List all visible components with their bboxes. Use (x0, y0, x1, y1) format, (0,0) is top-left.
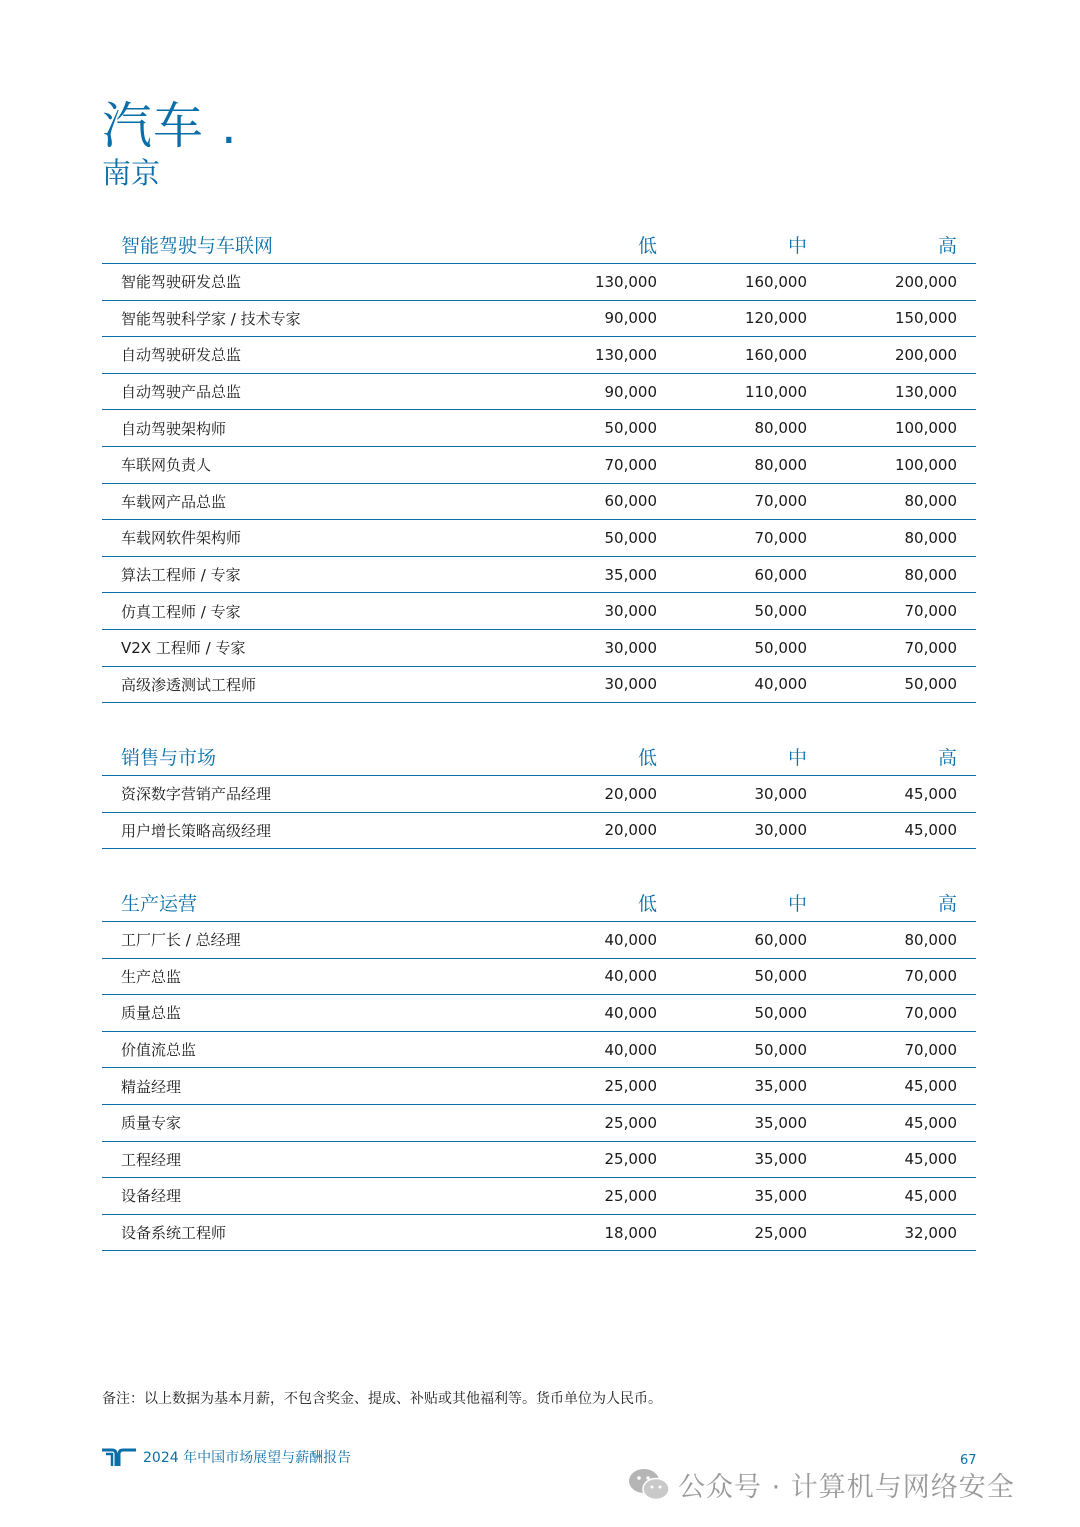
job-title-cell: 用户增长策略高级经理 (121, 821, 272, 840)
salary-low-cell: 40,000 (604, 967, 657, 986)
table-row (102, 374, 976, 411)
salary-low-cell: 50,000 (604, 528, 657, 547)
salary-mid-cell: 35,000 (754, 1113, 807, 1132)
salary-mid-cell: 110,000 (744, 382, 807, 401)
salary-mid-cell: 40,000 (754, 675, 807, 694)
table-row (102, 1215, 976, 1252)
salary-high-cell: 130,000 (894, 382, 957, 401)
job-title-cell: 质量专家 (121, 1114, 182, 1133)
salary-low-cell: 40,000 (604, 1003, 657, 1022)
table-row (102, 1032, 976, 1069)
salary-high-cell: 45,000 (904, 1150, 957, 1169)
salary-mid-cell: 50,000 (754, 602, 807, 621)
table-header-row (102, 738, 976, 776)
table-row (102, 995, 976, 1032)
column-header-mid: 中 (787, 893, 807, 915)
salary-mid-cell: 50,000 (754, 1040, 807, 1059)
salary-mid-cell: 70,000 (754, 492, 807, 511)
salary-high-cell: 150,000 (894, 309, 957, 328)
section-heading: 销售与市场 (121, 747, 217, 769)
page-subtitle: 南京 (102, 156, 161, 190)
table-row (102, 484, 976, 521)
table-row (102, 776, 976, 813)
salary-low-cell: 25,000 (604, 1186, 657, 1205)
salary-table-section (102, 884, 976, 1251)
salary-low-cell: 35,000 (604, 565, 657, 584)
salary-mid-cell: 50,000 (754, 967, 807, 986)
brand-logo-icon (102, 1448, 136, 1466)
salary-high-cell: 80,000 (904, 930, 957, 949)
salary-high-cell: 45,000 (904, 1077, 957, 1096)
salary-high-cell: 70,000 (904, 1003, 957, 1022)
job-title-cell: 智能驾驶科学家 / 技术专家 (121, 309, 301, 328)
table-row (102, 1178, 976, 1215)
job-title-cell: 车载网软件架构师 (121, 529, 242, 548)
job-title-cell: V2X 工程师 / 专家 (121, 639, 246, 658)
job-title-cell: 设备系统工程师 (121, 1224, 227, 1243)
column-header-low: 低 (637, 235, 657, 257)
table-row (102, 630, 976, 667)
salary-high-cell: 70,000 (904, 602, 957, 621)
salary-high-cell: 80,000 (904, 565, 957, 584)
job-title-cell: 质量总监 (121, 1004, 182, 1023)
salary-low-cell: 18,000 (604, 1223, 657, 1242)
section-heading: 生产运营 (121, 893, 198, 915)
salary-mid-cell: 35,000 (754, 1077, 807, 1096)
table-header-row (102, 884, 976, 922)
salary-table-section (102, 738, 976, 849)
salary-high-cell: 80,000 (904, 492, 957, 511)
column-header-high: 高 (937, 235, 957, 257)
table-row (102, 520, 976, 557)
salary-low-cell: 70,000 (604, 455, 657, 474)
salary-low-cell: 130,000 (594, 272, 657, 291)
salary-mid-cell: 30,000 (754, 784, 807, 803)
salary-high-cell: 50,000 (904, 675, 957, 694)
job-title-cell: 智能驾驶研发总监 (121, 273, 242, 292)
table-row (102, 1105, 976, 1142)
salary-mid-cell: 50,000 (754, 1003, 807, 1022)
salary-high-cell: 200,000 (894, 272, 957, 291)
job-title-cell: 算法工程师 / 专家 (121, 566, 241, 585)
watermark-text: 公众号 · 计算机与网络安全 (678, 1471, 1015, 1503)
footer-report-title: 2024 年中国市场展望与薪酬报告 (143, 1450, 352, 1466)
salary-mid-cell: 80,000 (754, 455, 807, 474)
table-row (102, 813, 976, 850)
salary-high-cell: 80,000 (904, 528, 957, 547)
salary-high-cell: 45,000 (904, 821, 957, 840)
table-row (102, 667, 976, 704)
table-row (102, 1068, 976, 1105)
job-title-cell: 自动驾驶研发总监 (121, 346, 242, 365)
salary-mid-cell: 30,000 (754, 821, 807, 840)
table-row (102, 264, 976, 301)
salary-low-cell: 20,000 (604, 821, 657, 840)
job-title-cell: 自动驾驶架构师 (121, 419, 227, 438)
salary-low-cell: 90,000 (604, 382, 657, 401)
salary-low-cell: 30,000 (604, 638, 657, 657)
table-row (102, 1142, 976, 1179)
job-title-cell: 自动驾驶产品总监 (121, 383, 242, 402)
table-header-row (102, 226, 976, 264)
salary-mid-cell: 70,000 (754, 528, 807, 547)
table-row (102, 447, 976, 484)
salary-mid-cell: 50,000 (754, 638, 807, 657)
salary-mid-cell: 80,000 (754, 419, 807, 438)
salary-low-cell: 25,000 (604, 1113, 657, 1132)
salary-mid-cell: 120,000 (744, 309, 807, 328)
salary-low-cell: 30,000 (604, 675, 657, 694)
salary-mid-cell: 60,000 (754, 930, 807, 949)
salary-mid-cell: 60,000 (754, 565, 807, 584)
job-title-cell: 价值流总监 (121, 1041, 197, 1060)
table-row (102, 922, 976, 959)
salary-low-cell: 25,000 (604, 1077, 657, 1096)
column-header-mid: 中 (787, 747, 807, 769)
salary-high-cell: 200,000 (894, 345, 957, 364)
table-row (102, 301, 976, 338)
column-header-high: 高 (937, 747, 957, 769)
salary-low-cell: 50,000 (604, 419, 657, 438)
job-title-cell: 生产总监 (121, 967, 182, 986)
salary-low-cell: 90,000 (604, 309, 657, 328)
table-row (102, 593, 976, 630)
salary-high-cell: 45,000 (904, 1113, 957, 1132)
job-title-cell: 设备经理 (121, 1187, 182, 1206)
salary-low-cell: 20,000 (604, 784, 657, 803)
salary-mid-cell: 160,000 (744, 345, 807, 364)
job-title-cell: 资深数字营销产品经理 (121, 785, 272, 804)
salary-low-cell: 40,000 (604, 930, 657, 949)
column-header-low: 低 (637, 747, 657, 769)
salary-low-cell: 30,000 (604, 602, 657, 621)
salary-mid-cell: 35,000 (754, 1186, 807, 1205)
job-title-cell: 工厂厂长 / 总经理 (121, 931, 241, 950)
page-number: 67 (960, 1453, 977, 1468)
column-header-low: 低 (637, 893, 657, 915)
salary-high-cell: 70,000 (904, 1040, 957, 1059)
wechat-icon (628, 1467, 670, 1501)
salary-low-cell: 25,000 (604, 1150, 657, 1169)
salary-high-cell: 70,000 (904, 638, 957, 657)
table-row (102, 959, 976, 996)
footnote: 备注：以上数据为基本月薪，不包含奖金、提成、补贴或其他福利等。货币单位为人民币。 (102, 1391, 662, 1407)
job-title-cell: 车联网负责人 (121, 456, 212, 475)
salary-table-section (102, 226, 976, 703)
column-header-high: 高 (937, 893, 957, 915)
salary-low-cell: 60,000 (604, 492, 657, 511)
salary-low-cell: 130,000 (594, 345, 657, 364)
salary-high-cell: 32,000 (904, 1223, 957, 1242)
salary-mid-cell: 25,000 (754, 1223, 807, 1242)
salary-mid-cell: 35,000 (754, 1150, 807, 1169)
table-row (102, 337, 976, 374)
salary-high-cell: 45,000 (904, 1186, 957, 1205)
job-title-cell: 精益经理 (121, 1077, 182, 1096)
job-title-cell: 高级渗透测试工程师 (121, 675, 257, 694)
watermark (628, 1466, 1015, 1502)
salary-high-cell: 100,000 (894, 419, 957, 438)
salary-mid-cell: 160,000 (744, 272, 807, 291)
section-heading: 智能驾驶与车联网 (121, 235, 274, 257)
job-title-cell: 车载网产品总监 (121, 492, 227, 511)
salary-high-cell: 70,000 (904, 967, 957, 986)
column-header-mid: 中 (787, 235, 807, 257)
salary-low-cell: 40,000 (604, 1040, 657, 1059)
salary-high-cell: 45,000 (904, 784, 957, 803)
page-title: 汽车 . (102, 97, 238, 155)
job-title-cell: 仿真工程师 / 专家 (121, 602, 241, 621)
job-title-cell: 工程经理 (121, 1150, 182, 1169)
table-row (102, 410, 976, 447)
table-row (102, 557, 976, 594)
salary-high-cell: 100,000 (894, 455, 957, 474)
